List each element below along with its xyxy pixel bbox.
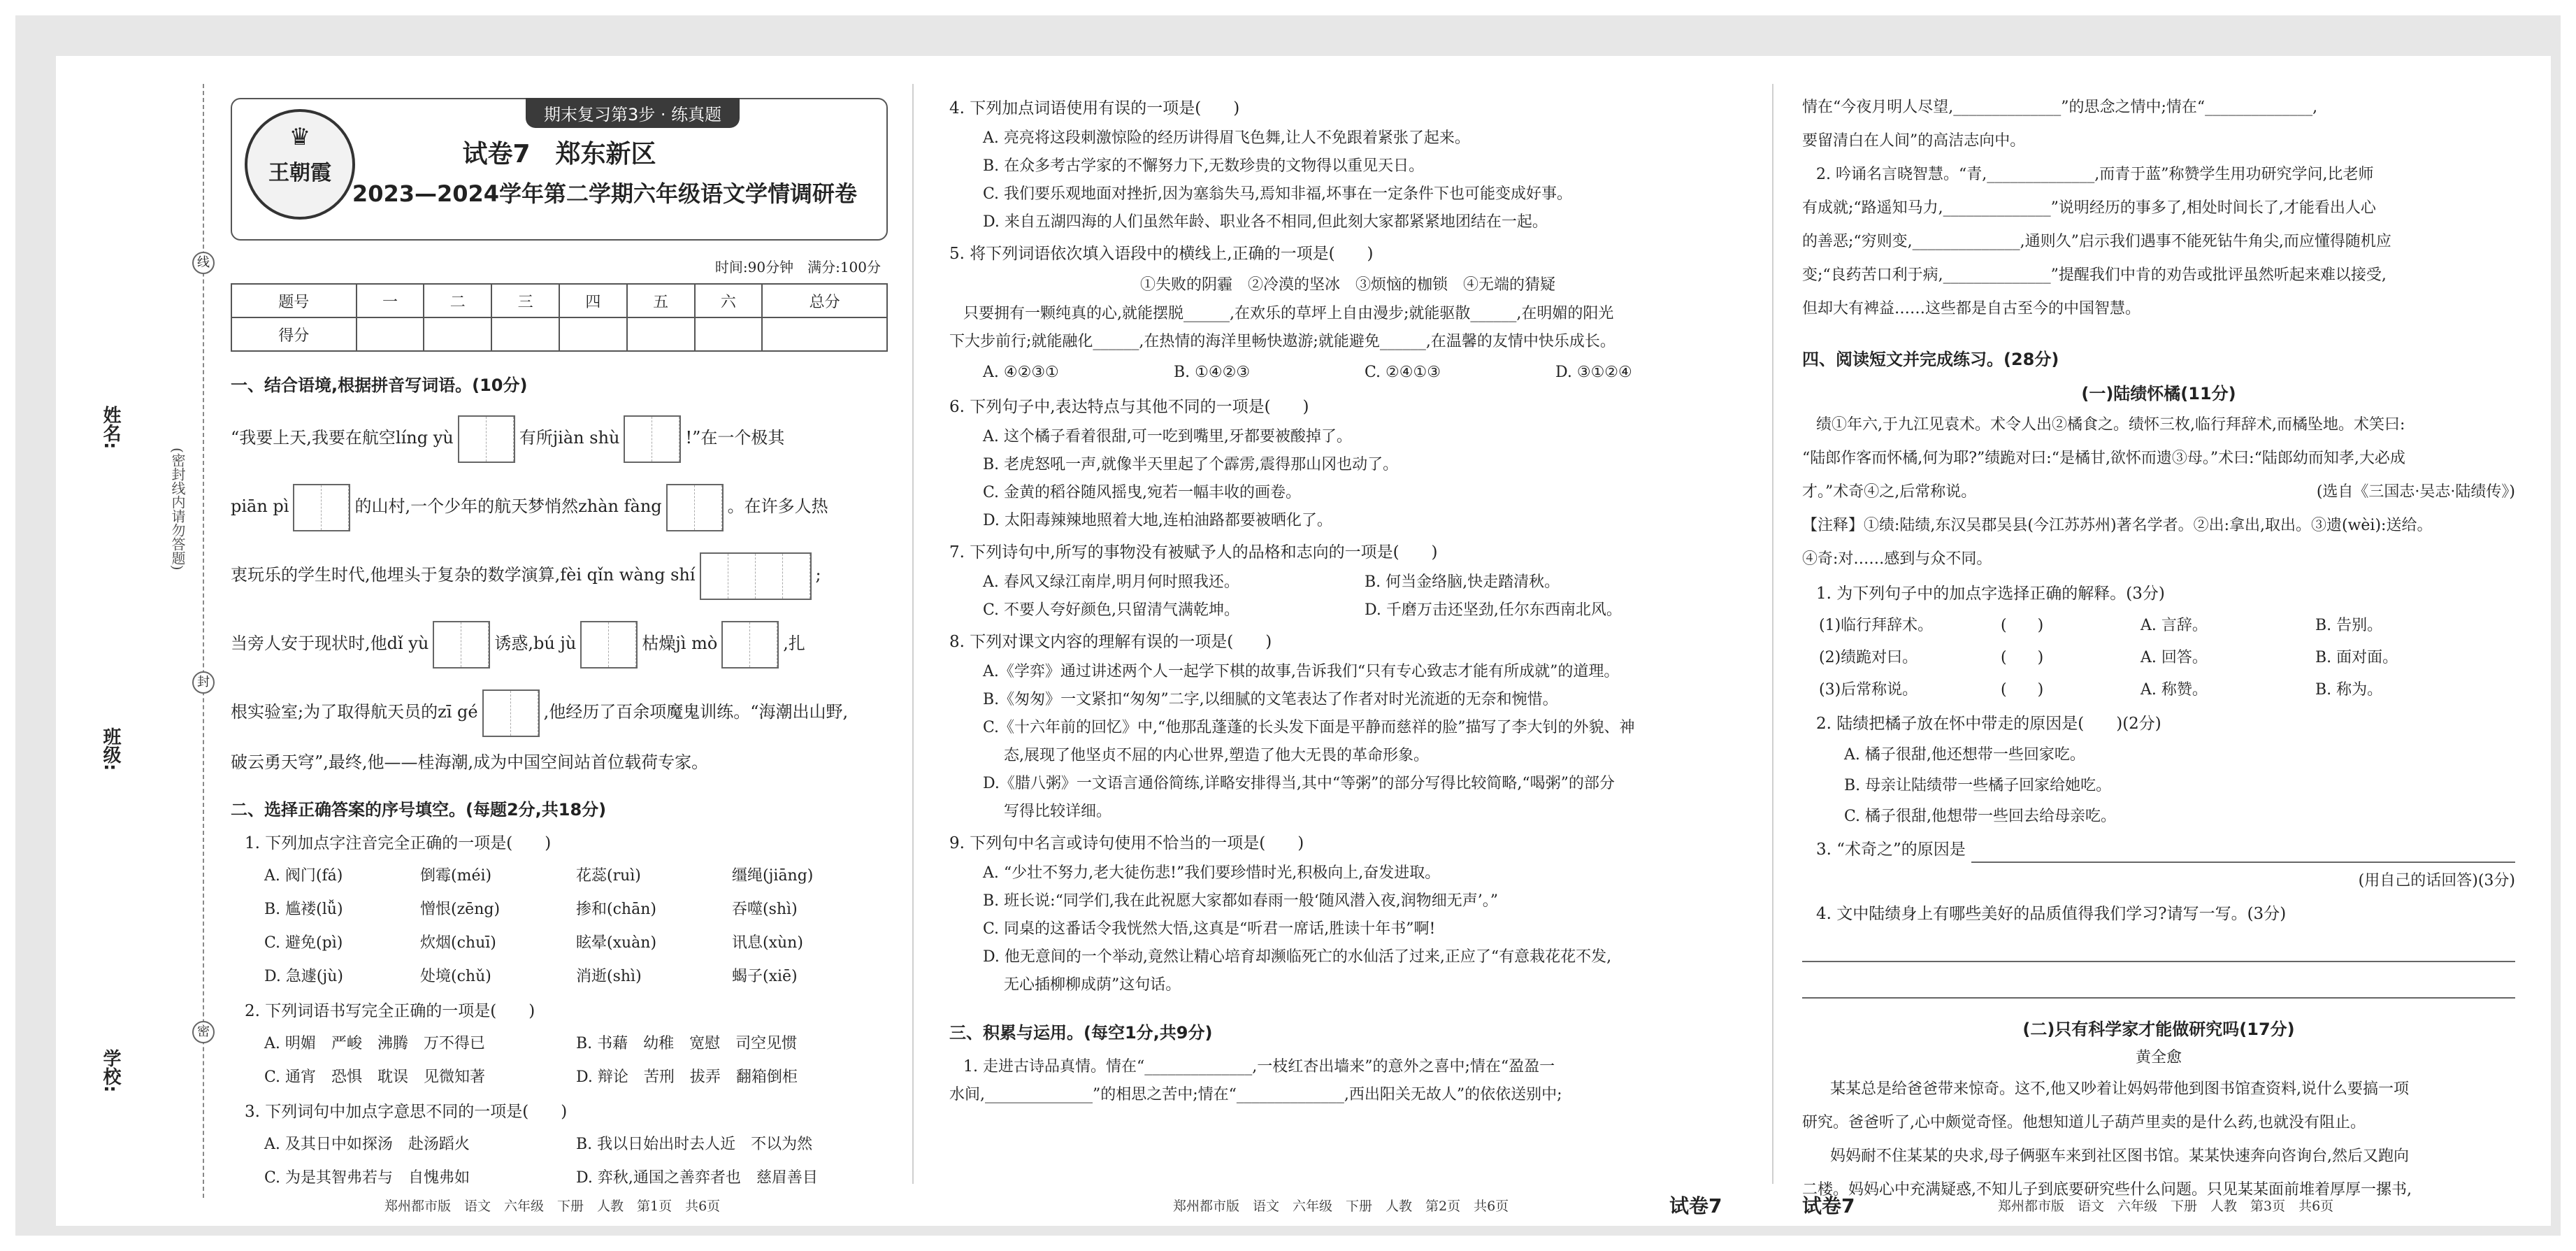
column-divider bbox=[1772, 84, 1773, 1184]
score-entry-row bbox=[231, 317, 887, 351]
score-header-cell: 题号 bbox=[231, 284, 357, 317]
answer-boxes[interactable] bbox=[721, 621, 779, 669]
row-option-a: A. 称赞。 bbox=[2140, 681, 2208, 699]
pinyin: piān pì bbox=[231, 496, 289, 516]
pinyin: dǐ yù bbox=[387, 634, 429, 653]
text: 枯燥 bbox=[642, 634, 676, 653]
score-cell[interactable] bbox=[559, 317, 627, 351]
option: C. 为是其智弗若与 自愧弗如 bbox=[264, 1169, 470, 1187]
question-2-3: 3. 下列词句中加点字意思不同的一项是( ) bbox=[245, 1103, 568, 1121]
option: 掺和(chān) bbox=[576, 901, 656, 918]
option: B. 书藉 幼稚 宽慰 司空见惯 bbox=[576, 1035, 798, 1052]
seal-mark-xian: 线 bbox=[192, 252, 215, 274]
pinyin-line-2 bbox=[231, 474, 888, 538]
option: C. 金黄的稻谷随风摇曳,宛若一幅丰收的画卷。 bbox=[983, 484, 1302, 501]
row-blank[interactable]: ( ) bbox=[2001, 681, 2044, 699]
option: 处境(chǔ) bbox=[420, 968, 491, 985]
score-header-cell: 六 bbox=[695, 284, 763, 317]
section-3-heading: 三、积累与运用。(每空1分,共9分) bbox=[949, 1023, 1213, 1043]
question-2-1: 1. 下列加点字注音完全正确的一项是( ) bbox=[245, 834, 552, 852]
question-2-4: 4. 下列加点词语使用有误的一项是( ) bbox=[949, 99, 1240, 117]
question-2-7: 7. 下列诗句中,所写的事物没有被赋予人的品格和志向的一项是( ) bbox=[949, 543, 1438, 562]
option: 倒霉(méi) bbox=[420, 867, 492, 885]
q5-options bbox=[983, 356, 1746, 389]
exam-subtitle: 2023—2024学年第二学期六年级语文学情调研卷 bbox=[352, 180, 858, 207]
text: ,扎 bbox=[783, 634, 805, 653]
option: B. 班长说:“同学们,我在此祝愿大家都如春雨一般‘随风潜入夜,润物细无声’。” bbox=[983, 892, 1499, 910]
text: 诱惑, bbox=[494, 634, 533, 653]
text: ; bbox=[815, 565, 821, 585]
question-4-3 bbox=[1816, 836, 2515, 863]
option: 眩晕(xuàn) bbox=[576, 934, 657, 952]
exam-number-label: 试卷7 bbox=[1802, 1194, 1855, 1217]
score-header-cell: 二 bbox=[424, 284, 491, 317]
pinyin-line-4 bbox=[231, 611, 888, 675]
page-1-footer: 郑州都市版 语文 六年级 下册 人教 第1页 共6页 bbox=[384, 1199, 721, 1214]
answer-boxes[interactable] bbox=[666, 484, 724, 531]
question-4-2: 2. 陆绩把橘子放在怀中带走的原因是( )(2分) bbox=[1816, 715, 2161, 733]
section-2-heading: 二、选择正确答案的序号填空。(每题2分,共18分) bbox=[231, 800, 607, 820]
answer-line[interactable] bbox=[1802, 966, 2515, 999]
option: D.《腊八粥》一文语言通俗简练,详略安排得当,其中“等粥”的部分写得比较简略,“喝粥”的部分 bbox=[983, 775, 1615, 792]
column-2 bbox=[935, 56, 1760, 1226]
option: B. 母亲让陆绩带一些橘子回家给她吃。 bbox=[1844, 777, 2112, 794]
option: A. 春风又绿江南岸,明月何时照我还。 bbox=[983, 573, 1239, 591]
row-sentence: (3)后常称说。 bbox=[1819, 681, 1918, 699]
answer-boxes[interactable] bbox=[700, 552, 812, 600]
exam-meta: 时间:90分钟 满分:100分 bbox=[714, 259, 881, 276]
column-3 bbox=[1788, 56, 2529, 1226]
text: 当旁人安于现状时,他 bbox=[231, 634, 387, 653]
option: D. 来自五湖四海的人们虽然年龄、职业各不相同,但此刻大家都紧紧地团结在一起。 bbox=[983, 213, 1548, 231]
option: D. 千磨万击还坚劲,任尔东西南北风。 bbox=[1365, 601, 1622, 619]
pinyin: zhàn fàng bbox=[578, 496, 662, 516]
option: 蝎子(xiē) bbox=[732, 968, 798, 985]
q3-1-continue: 要留清白在人间”的高洁志向中。 bbox=[1802, 132, 2026, 150]
passage-2-title: (二)只有科学家才能做研究吗(17分) bbox=[2022, 1020, 2295, 1039]
q3-2-text: 的善恶;“穷则变,______________,通则久”启示我们遇事不能死钻牛角尖,而应懂得随机应 bbox=[1802, 233, 2391, 250]
option: B. 在众多考古学家的不懈努力下,无数珍贵的文物得以重见天日。 bbox=[983, 157, 1425, 175]
pinyin-line-3 bbox=[231, 543, 888, 607]
pinyin: fèi qǐn wàng shí bbox=[560, 565, 696, 585]
pinyin: zī gé bbox=[438, 702, 478, 722]
question-2-6: 6. 下列句子中,表达特点与其他不同的一项是( ) bbox=[949, 398, 1309, 416]
option: C.《十六年前的回忆》中,“他那乱蓬蓬的长头发下面是平静而慈祥的脸”描写了李大钊的外貌、神 bbox=[983, 719, 1635, 736]
option: A. “少壮不努力,老大徒伤悲!”我们要珍惜时光,积极向上,奋发进取。 bbox=[983, 864, 1441, 882]
row-option-b: B. 面对面。 bbox=[2315, 649, 2398, 666]
question-4-1: 1. 为下列句子中的加点字选择正确的解释。(3分) bbox=[1816, 585, 2165, 603]
option: D. ③①②④ bbox=[1555, 364, 1632, 381]
option: C. ②④①③ bbox=[1365, 364, 1441, 381]
option: B. 我以日始出时去人近 不以为然 bbox=[576, 1136, 813, 1153]
row-blank[interactable]: ( ) bbox=[2001, 617, 2044, 634]
q3-2-text: 有成就;“路遥知马力,______________”说明经历的事多了,相处时间长了,才能看出人心 bbox=[1802, 199, 2376, 217]
option: B. ①④②③ bbox=[1174, 364, 1251, 381]
pinyin-line-5 bbox=[231, 680, 888, 744]
score-header-cell: 五 bbox=[627, 284, 695, 317]
option: D. 他无意间的一个举动,竟然让精心培育却濒临死亡的水仙活了过来,正应了“有意栽花花不发, bbox=[983, 948, 1612, 966]
q3-1-text: 1. 走进古诗品真情。情在“______________,一枝红杏出墙来”的意外之喜中;情在“盈盈一 bbox=[963, 1058, 1555, 1075]
option: 讯息(xùn) bbox=[732, 934, 803, 952]
answer-boxes[interactable] bbox=[624, 415, 681, 463]
logo-text: 王朝霞 bbox=[268, 161, 331, 185]
pinyin: jì mò bbox=[675, 634, 718, 653]
option: C. 同桌的这番话令我恍然大悟,这真是“听君一席话,胜读十年书”啊! bbox=[983, 920, 1436, 938]
column-1 bbox=[84, 56, 895, 1226]
option: 写得比较详细。 bbox=[1004, 803, 1112, 820]
text: 根实验室;为了取得航天员的 bbox=[231, 702, 438, 722]
question-text: 3. “术奇之”的原因是 bbox=[1816, 841, 1966, 859]
text: “我要上天,我要在航空 bbox=[231, 428, 396, 448]
score-header-cell: 总分 bbox=[762, 284, 887, 317]
option: B.《匆匆》一文紧扣“匆匆”二字,以细腻的文笔表达了作者对时光流逝的无奈和惋惜。 bbox=[983, 691, 1558, 708]
q2-options bbox=[264, 1027, 888, 1094]
pinyin: bú jù bbox=[533, 634, 577, 653]
option: D. 太阳毒辣辣地照着大地,连柏油路都要被晒化了。 bbox=[983, 512, 1332, 529]
page-3-footer: 郑州都市版 语文 六年级 下册 人教 第3页 共6页 bbox=[1998, 1199, 2334, 1214]
option: A. 这个橘子看着很甜,可一吃到嘴里,牙都要被酸掉了。 bbox=[983, 428, 1352, 445]
score-header-row bbox=[231, 284, 887, 317]
passage-2-text: 妈妈耐不住某某的央求,母子俩驱车来到社区图书馆。某某快速奔向咨询台,然后又跑向 bbox=[1830, 1148, 2409, 1165]
answer-boxes[interactable] bbox=[458, 415, 515, 463]
q4-3-hint: (用自己的话回答)(3分) bbox=[2358, 872, 2515, 889]
score-row-label: 得分 bbox=[231, 317, 357, 351]
option: B. 何当金络脑,快走踏清秋。 bbox=[1365, 573, 1560, 591]
q3-options bbox=[264, 1128, 888, 1195]
page-3-body bbox=[1802, 91, 2515, 1207]
answer-boxes[interactable] bbox=[580, 621, 638, 669]
row-sentence: (2)绩跪对曰。 bbox=[1819, 649, 1918, 666]
question-4-4: 4. 文中陆绩身上有哪些美好的品质值得我们学习?请写一写。(3分) bbox=[1816, 905, 2287, 923]
option: 无心插柳柳成荫”这句话。 bbox=[1004, 976, 1181, 994]
option: 憎恨(zēng) bbox=[420, 901, 501, 918]
option: A. 明媚 严峻 沸腾 万不得已 bbox=[264, 1035, 485, 1052]
option: A. 阀门(fá) bbox=[264, 867, 343, 885]
page-1-body bbox=[231, 98, 888, 1195]
passage-1-source: (选自《三国志·吴志·陆绩传》) bbox=[2316, 483, 2515, 501]
answer-boxes[interactable] bbox=[433, 621, 490, 669]
passage-1-text: 才。”术奇④之,后常称说。 bbox=[1802, 483, 1977, 501]
page-2-footer: 郑州都市版 语文 六年级 下册 人教 第2页 共6页 bbox=[1173, 1199, 1509, 1214]
class-label: 班级: bbox=[100, 727, 121, 771]
binding-margin bbox=[84, 56, 224, 1226]
pinyin: líng yù bbox=[395, 428, 454, 448]
score-table bbox=[231, 283, 888, 352]
section-4-heading: 四、阅读短文并完成练习。(28分) bbox=[1802, 350, 2059, 369]
page-inner bbox=[56, 56, 2551, 1226]
row-option-a: A. 言辞。 bbox=[2140, 617, 2208, 634]
pinyin-line-1 bbox=[231, 406, 888, 470]
answer-boxes[interactable] bbox=[293, 484, 350, 531]
score-header-cell: 一 bbox=[357, 284, 424, 317]
answer-boxes[interactable] bbox=[482, 689, 540, 737]
option: 态,展现了他坚贞不屈的内心世界,塑造了他大无畏的革命形象。 bbox=[1004, 747, 1429, 764]
passage-1-line bbox=[1802, 476, 2515, 509]
score-cell[interactable] bbox=[357, 317, 424, 351]
score-cell[interactable] bbox=[424, 317, 491, 351]
option: 花蕊(ruì) bbox=[576, 867, 641, 885]
option: B. 老虎怒吼一声,就像半天里起了个霹雳,震得那山冈也动了。 bbox=[983, 456, 1399, 473]
seal-mark-feng: 封 bbox=[192, 671, 215, 694]
answer-line[interactable] bbox=[1971, 836, 2515, 863]
text: !”在一个极其 bbox=[685, 428, 785, 448]
option: C. 避免(pì) bbox=[264, 934, 343, 952]
q7-options bbox=[983, 569, 1746, 624]
option: D. 急遽(jù) bbox=[264, 968, 343, 985]
option: 炊烟(chuī) bbox=[420, 934, 496, 952]
score-cell[interactable] bbox=[695, 317, 763, 351]
option: C. 通宵 恐惧 耽误 见微知著 bbox=[264, 1068, 486, 1086]
question-2-9: 9. 下列句中名言或诗句使用不恰当的一项是( ) bbox=[949, 834, 1304, 852]
option: A.《学弈》通过讲述两个人一起学下棋的故事,告诉我们“只有专心致志才能有所成就”的道理。 bbox=[983, 663, 1620, 680]
passage-2-text: 二楼。妈妈心中充满疑惑,不知儿子到底要研究些什么问题。只见某某面前堆着厚厚一摞书, bbox=[1802, 1181, 2412, 1199]
review-badge: 期末复习第3步 · 练真题 bbox=[526, 98, 740, 128]
text: ,他经历了百余项魔鬼训练。“海潮出山野, bbox=[543, 702, 849, 722]
page-2-body bbox=[949, 91, 1746, 1109]
column-divider bbox=[912, 84, 914, 1184]
passage-1-note: ④奇:对……感到与众不同。 bbox=[1802, 550, 1992, 568]
question-2-8: 8. 下列对课文内容的理解有误的一项是( ) bbox=[949, 633, 1272, 651]
option: B. 尴褛(lǚ) bbox=[264, 901, 343, 918]
q5-text: 只要拥有一颗纯真的心,就能摆脱______,在欢乐的草坪上自由漫步;就能驱散______,在明媚的阳光 bbox=[963, 305, 1614, 322]
option: A. 及其日中如探汤 赴汤蹈火 bbox=[264, 1136, 470, 1153]
school-label: 学校: bbox=[100, 1049, 121, 1093]
passage-2-text: 研究。爸爸听了,心中颇觉奇怪。他想知道儿子葫芦里卖的是什么药,也就没有阻止。 bbox=[1802, 1114, 2366, 1131]
passage-1-title: (一)陆绩怀橘(11分) bbox=[2081, 384, 2236, 403]
q3-1-text: 水间,______________”的相思之苦中;情在“______________,西出阳关无故人”的依依送别中; bbox=[949, 1086, 1562, 1103]
exam-title: 试卷7 郑东新区 bbox=[462, 140, 656, 169]
score-header-cell: 三 bbox=[491, 284, 559, 317]
passage-1-text: “陆郎作客而怀橘,何为耶?”绩跪对曰:“是橘甘,欲怀而遗③母。”术曰:“陆郎幼而知孝,大必成 bbox=[1802, 450, 2405, 467]
name-label: 姓名: bbox=[100, 406, 121, 450]
q3-2-text: 但却大有裨益……这些都是自古至今的中国智慧。 bbox=[1802, 300, 2141, 317]
q3-2-text: 变;“良药苦口利于病,______________”提醒我们中肯的劝告或批评虽然听起来难以接受, bbox=[1802, 266, 2387, 284]
section-1-heading: 一、结合语境,根据拼音写词语。(10分) bbox=[231, 376, 528, 395]
text: 衷玩乐的学生时代,他埋头于复杂的数学演算, bbox=[231, 565, 561, 585]
text: 有所 bbox=[519, 428, 553, 448]
option: C. 不要人夸好颜色,只留清气满乾坤。 bbox=[983, 601, 1240, 619]
q4-1-rows bbox=[1819, 610, 2515, 706]
option: A. 亮亮将这段刺激惊险的经历讲得眉飞色舞,让人不免跟着紧张了起来。 bbox=[983, 129, 1470, 147]
q5-words: ①失败的阴霾 ②冷漠的坚冰 ③烦恼的枷锁 ④无端的猜疑 bbox=[1139, 276, 1555, 294]
option: A. ④②③① bbox=[983, 364, 1059, 381]
option: 吞噬(shì) bbox=[732, 901, 798, 918]
q3-2-text: 2. 吟诵名言晓智慧。“青,______________,而青于蓝”称赞学生用功研究学问,比老师 bbox=[1816, 166, 2374, 183]
question-2-5: 5. 将下列词语依次填入语段中的横线上,正确的一项是( ) bbox=[949, 245, 1374, 263]
row-option-b: B. 告别。 bbox=[2315, 617, 2383, 634]
text: 。在许多人热 bbox=[727, 496, 828, 516]
seal-note: (密封线内请勿答题) bbox=[169, 448, 186, 571]
option: D. 弈秋,通国之善弈者也 慈眉善目 bbox=[576, 1169, 818, 1187]
question-2-2: 2. 下列词语书写完全正确的一项是( ) bbox=[245, 1002, 535, 1020]
passage-1-note: 【注释】①绩:陆绩,东汉吴郡吴县(今江苏苏州)著名学者。②出:拿出,取出。③遗(wèi):送给。 bbox=[1802, 517, 2433, 534]
score-cell[interactable] bbox=[491, 317, 559, 351]
q1-options bbox=[264, 859, 888, 994]
row-option-a: A. 回答。 bbox=[2140, 649, 2208, 666]
option: C. 橘子很甜,他想带一些回去给母亲吃。 bbox=[1844, 808, 2117, 825]
option: 消逝(shì) bbox=[576, 968, 642, 985]
passage-2-author: 黄全愈 bbox=[2135, 1049, 2182, 1066]
passage-1-text: 绩①年六,于九江见袁术。术令人出②橘食之。绩怀三枚,临行拜辞术,而橘坠地。术笑曰: bbox=[1816, 416, 2405, 434]
row-sentence: (1)临行拜辞术。 bbox=[1819, 617, 1934, 634]
option: A. 橘子很甜,他还想带一些回家吃。 bbox=[1844, 746, 2085, 764]
crown-icon: ♛ bbox=[289, 123, 311, 151]
score-header-cell: 四 bbox=[559, 284, 627, 317]
pinyin: jiàn shù bbox=[552, 428, 620, 448]
passage-2-text: 某某总是给爸爸带来惊奇。这不,他又吵着让妈妈带他到图书馆查资料,说什么要搞一项 bbox=[1830, 1080, 2409, 1098]
answer-line[interactable] bbox=[1802, 930, 2515, 962]
score-cell[interactable] bbox=[627, 317, 695, 351]
option: C. 我们要乐观地面对挫折,因为塞翁失马,焉知非福,坏事在一定条件下也可能变成好事。 bbox=[983, 185, 1573, 203]
exam-number-label: 试卷7 bbox=[1669, 1194, 1722, 1217]
seal-mark-mi: 密 bbox=[192, 1021, 215, 1043]
q5-text: 下大步前行;就能融化______,在热情的海洋里畅快遨游;就能避免______,在温馨的友情中快乐成长。 bbox=[949, 333, 1616, 350]
option: 缰绳(jiāng) bbox=[732, 867, 814, 885]
row-option-b: B. 称为。 bbox=[2315, 681, 2383, 699]
pinyin-line-6: 破云勇天穹”,最终,他——桂海潮,成为中国空间站首位载荷专家。 bbox=[231, 752, 709, 772]
row-blank[interactable]: ( ) bbox=[2001, 649, 2044, 666]
exam-header bbox=[231, 98, 888, 241]
page-frame bbox=[15, 15, 2561, 1236]
option: D. 辩论 苦刑 拔弄 翻箱倒柜 bbox=[576, 1068, 798, 1086]
q3-1-continue: 情在“今夜月明人尽望,______________”的思念之情中;情在“______________, bbox=[1802, 99, 2318, 116]
text: 的山村,一个少年的航天梦悄然 bbox=[354, 496, 579, 516]
score-cell[interactable] bbox=[762, 317, 887, 351]
